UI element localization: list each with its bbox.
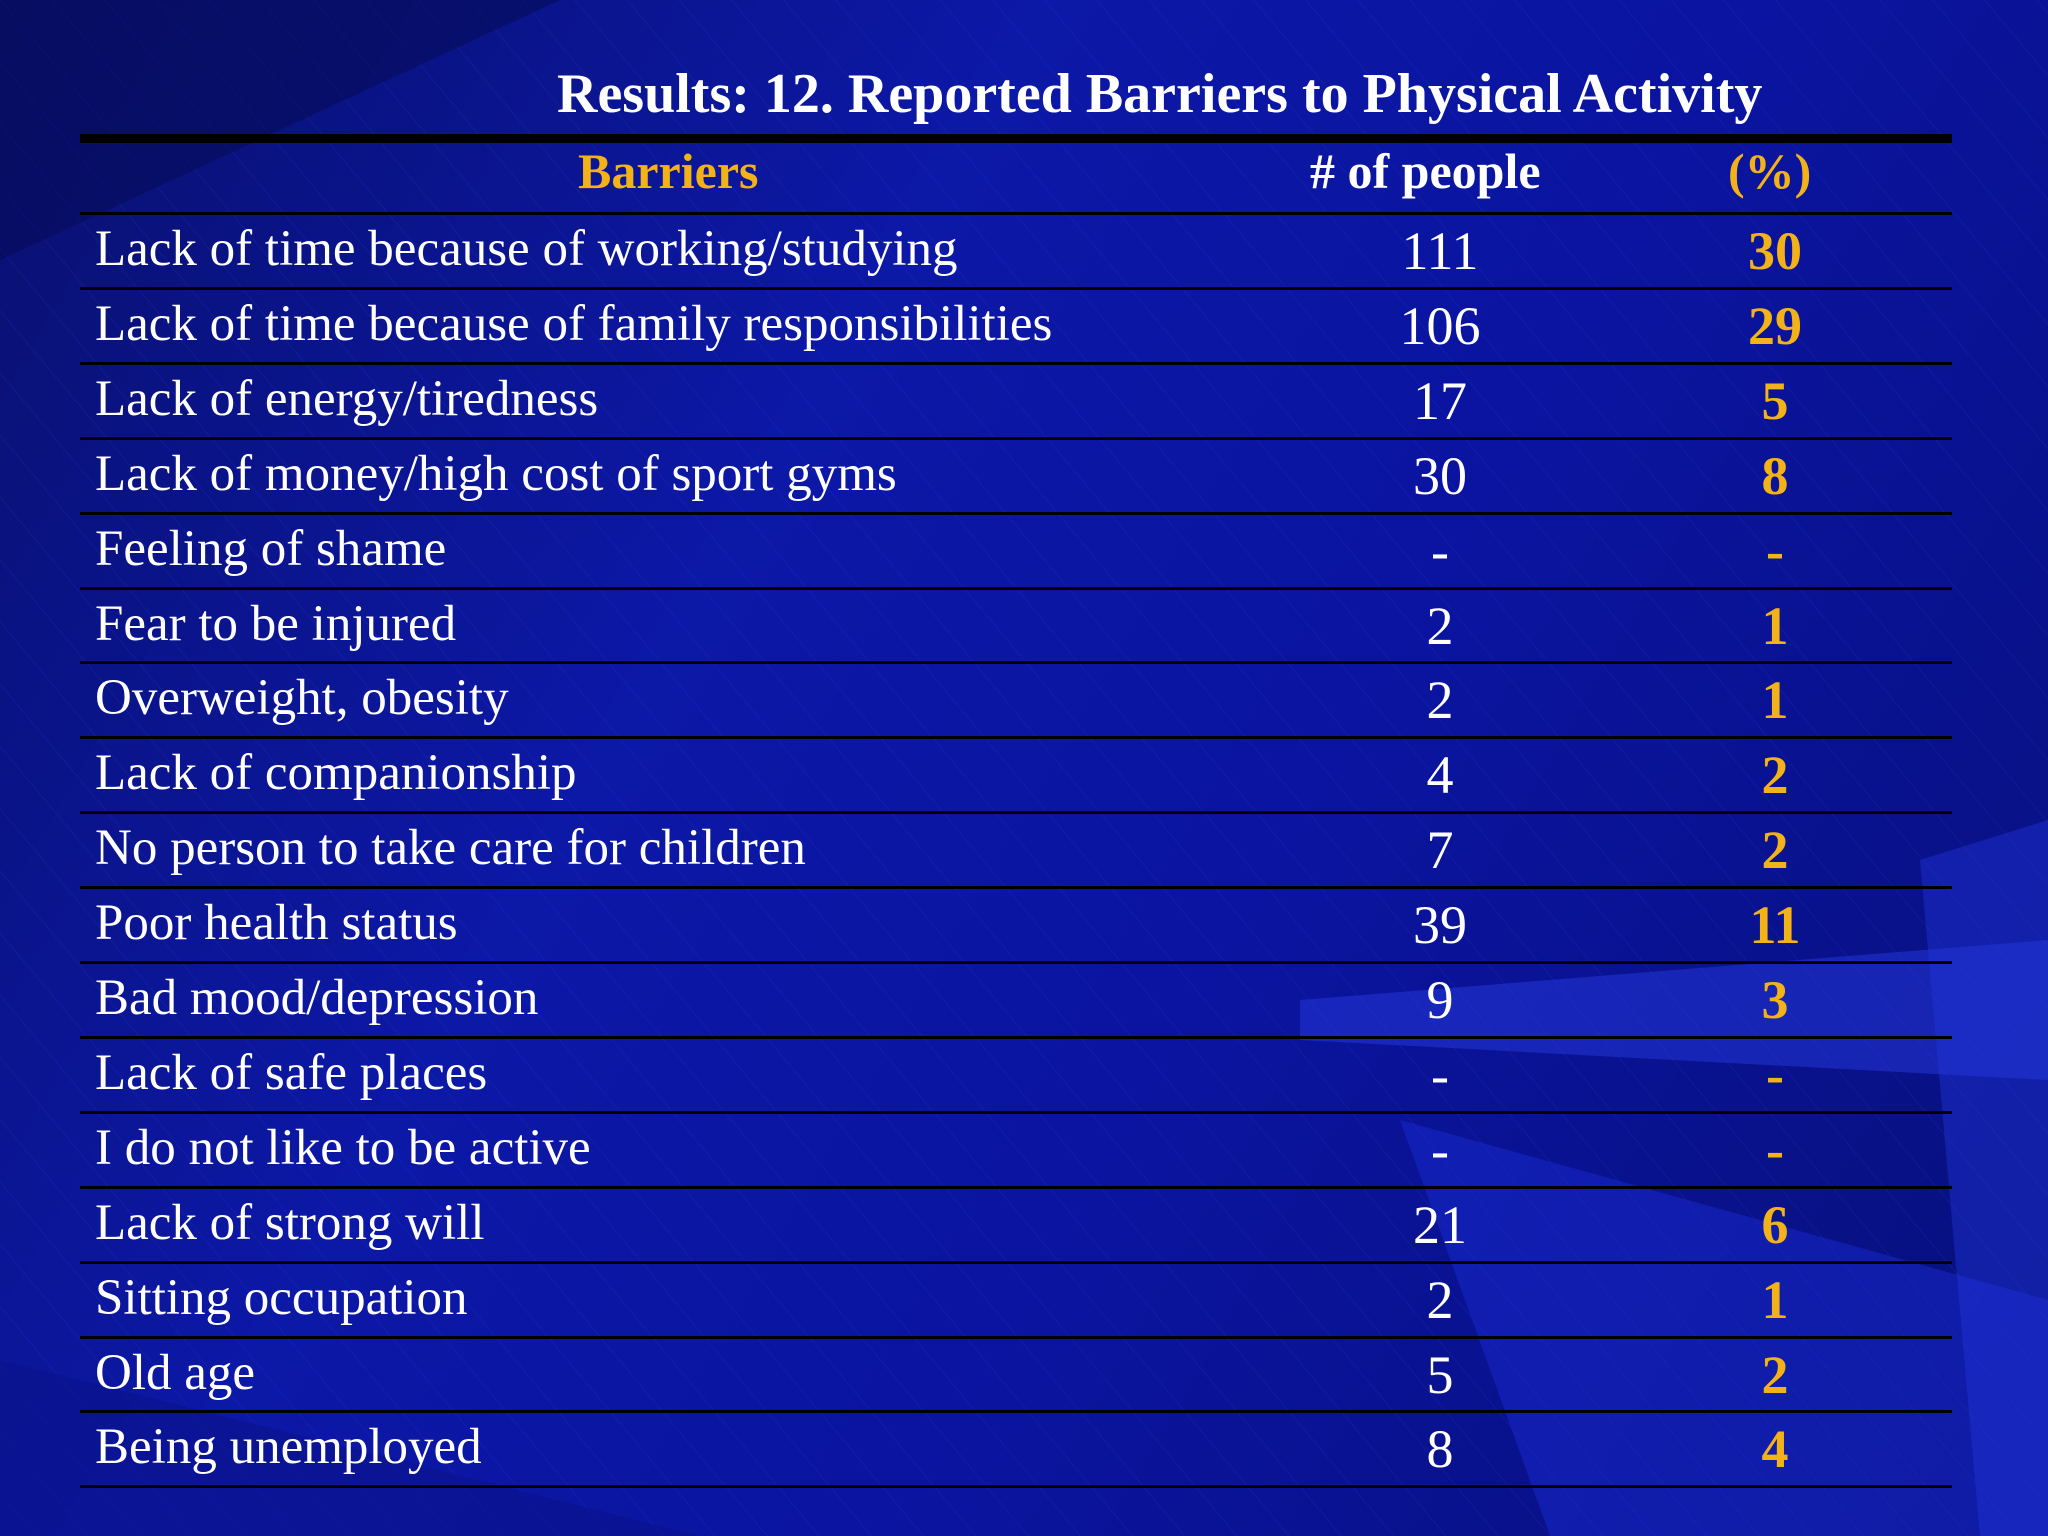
percent-value: 3	[1761, 970, 1789, 1030]
barrier-label: Sitting occupation	[95, 1269, 468, 1326]
percent-value: 1	[1761, 1269, 1789, 1330]
percent-value: -	[1766, 520, 1784, 581]
barrier-label: Bad mood/depression	[95, 970, 539, 1026]
people-count: 8	[1426, 1419, 1454, 1480]
page-title: Results: 12. Reported Barriers to Physical Activity	[557, 63, 1763, 125]
barrier-label: Overweight, obesity	[95, 670, 509, 727]
column-header-barriers: Barriers	[578, 143, 759, 199]
people-count: 2	[1426, 1269, 1454, 1330]
row-divider	[80, 1485, 1952, 1488]
percent-value: 4	[1761, 1419, 1789, 1480]
barrier-label: Lack of time because of working/studying	[95, 221, 958, 277]
row-divider	[80, 1336, 1952, 1339]
people-count: -	[1431, 1044, 1449, 1105]
people-count: -	[1431, 1119, 1449, 1180]
header-row-divider	[80, 212, 1952, 215]
percent-value: 11	[1749, 895, 1801, 956]
percent-value: -	[1766, 1044, 1784, 1105]
barrier-label: Fear to be injured	[95, 595, 457, 652]
people-count: 5	[1426, 1344, 1454, 1405]
people-count: 30	[1413, 445, 1467, 506]
people-count: 9	[1426, 970, 1454, 1030]
row-divider	[80, 736, 1952, 739]
row-divider	[80, 811, 1952, 814]
barrier-label: Feeling of shame	[95, 520, 447, 577]
people-count: 2	[1426, 670, 1454, 731]
row-divider	[80, 661, 1952, 664]
percent-value: 30	[1748, 221, 1802, 281]
row-divider	[80, 437, 1952, 440]
people-count: 2	[1426, 595, 1454, 656]
percent-value: -	[1766, 1119, 1784, 1180]
barrier-label: Lack of energy/tiredness	[95, 370, 599, 427]
title-divider	[80, 134, 1952, 143]
row-divider	[80, 287, 1952, 290]
row-divider	[80, 362, 1952, 365]
percent-value: 6	[1761, 1194, 1789, 1255]
barrier-label: Lack of safe places	[95, 1044, 488, 1101]
row-divider	[80, 1036, 1952, 1039]
people-count: 106	[1399, 295, 1481, 356]
barrier-label: Being unemployed	[95, 1419, 482, 1476]
percent-value: 5	[1761, 370, 1789, 431]
barrier-label: No person to take care for children	[95, 820, 806, 877]
percent-value: 2	[1761, 745, 1789, 806]
row-divider	[80, 1410, 1952, 1413]
column-header-people: # of people	[1310, 143, 1541, 199]
percent-value: 1	[1761, 670, 1789, 731]
barrier-label: Poor health status	[95, 895, 458, 952]
people-count: 39	[1413, 895, 1467, 956]
row-divider	[80, 886, 1952, 889]
people-count: 4	[1426, 745, 1454, 806]
percent-value: 1	[1761, 595, 1789, 656]
barrier-label: Lack of time because of family responsibilities	[95, 295, 1053, 352]
column-header-percent: (%)	[1728, 143, 1812, 199]
barrier-label: I do not like to be active	[95, 1119, 591, 1176]
row-divider	[80, 587, 1952, 590]
percent-value: 2	[1761, 1344, 1789, 1405]
row-divider	[80, 512, 1952, 515]
percent-value: 2	[1761, 820, 1789, 881]
people-count: 21	[1413, 1194, 1467, 1255]
barrier-label: Lack of strong will	[95, 1194, 485, 1251]
row-divider	[80, 1261, 1952, 1264]
percent-value: 8	[1761, 445, 1789, 506]
people-count: 17	[1413, 370, 1467, 431]
percent-value: 29	[1748, 295, 1802, 356]
barrier-label: Old age	[95, 1344, 256, 1401]
people-count: 111	[1401, 221, 1479, 281]
row-divider	[80, 961, 1952, 964]
row-divider	[80, 1111, 1952, 1114]
people-count: -	[1431, 520, 1449, 581]
barrier-label: Lack of companionship	[95, 745, 577, 802]
barrier-label: Lack of money/high cost of sport gyms	[95, 445, 897, 502]
row-divider	[80, 1186, 1952, 1189]
people-count: 7	[1426, 820, 1454, 881]
